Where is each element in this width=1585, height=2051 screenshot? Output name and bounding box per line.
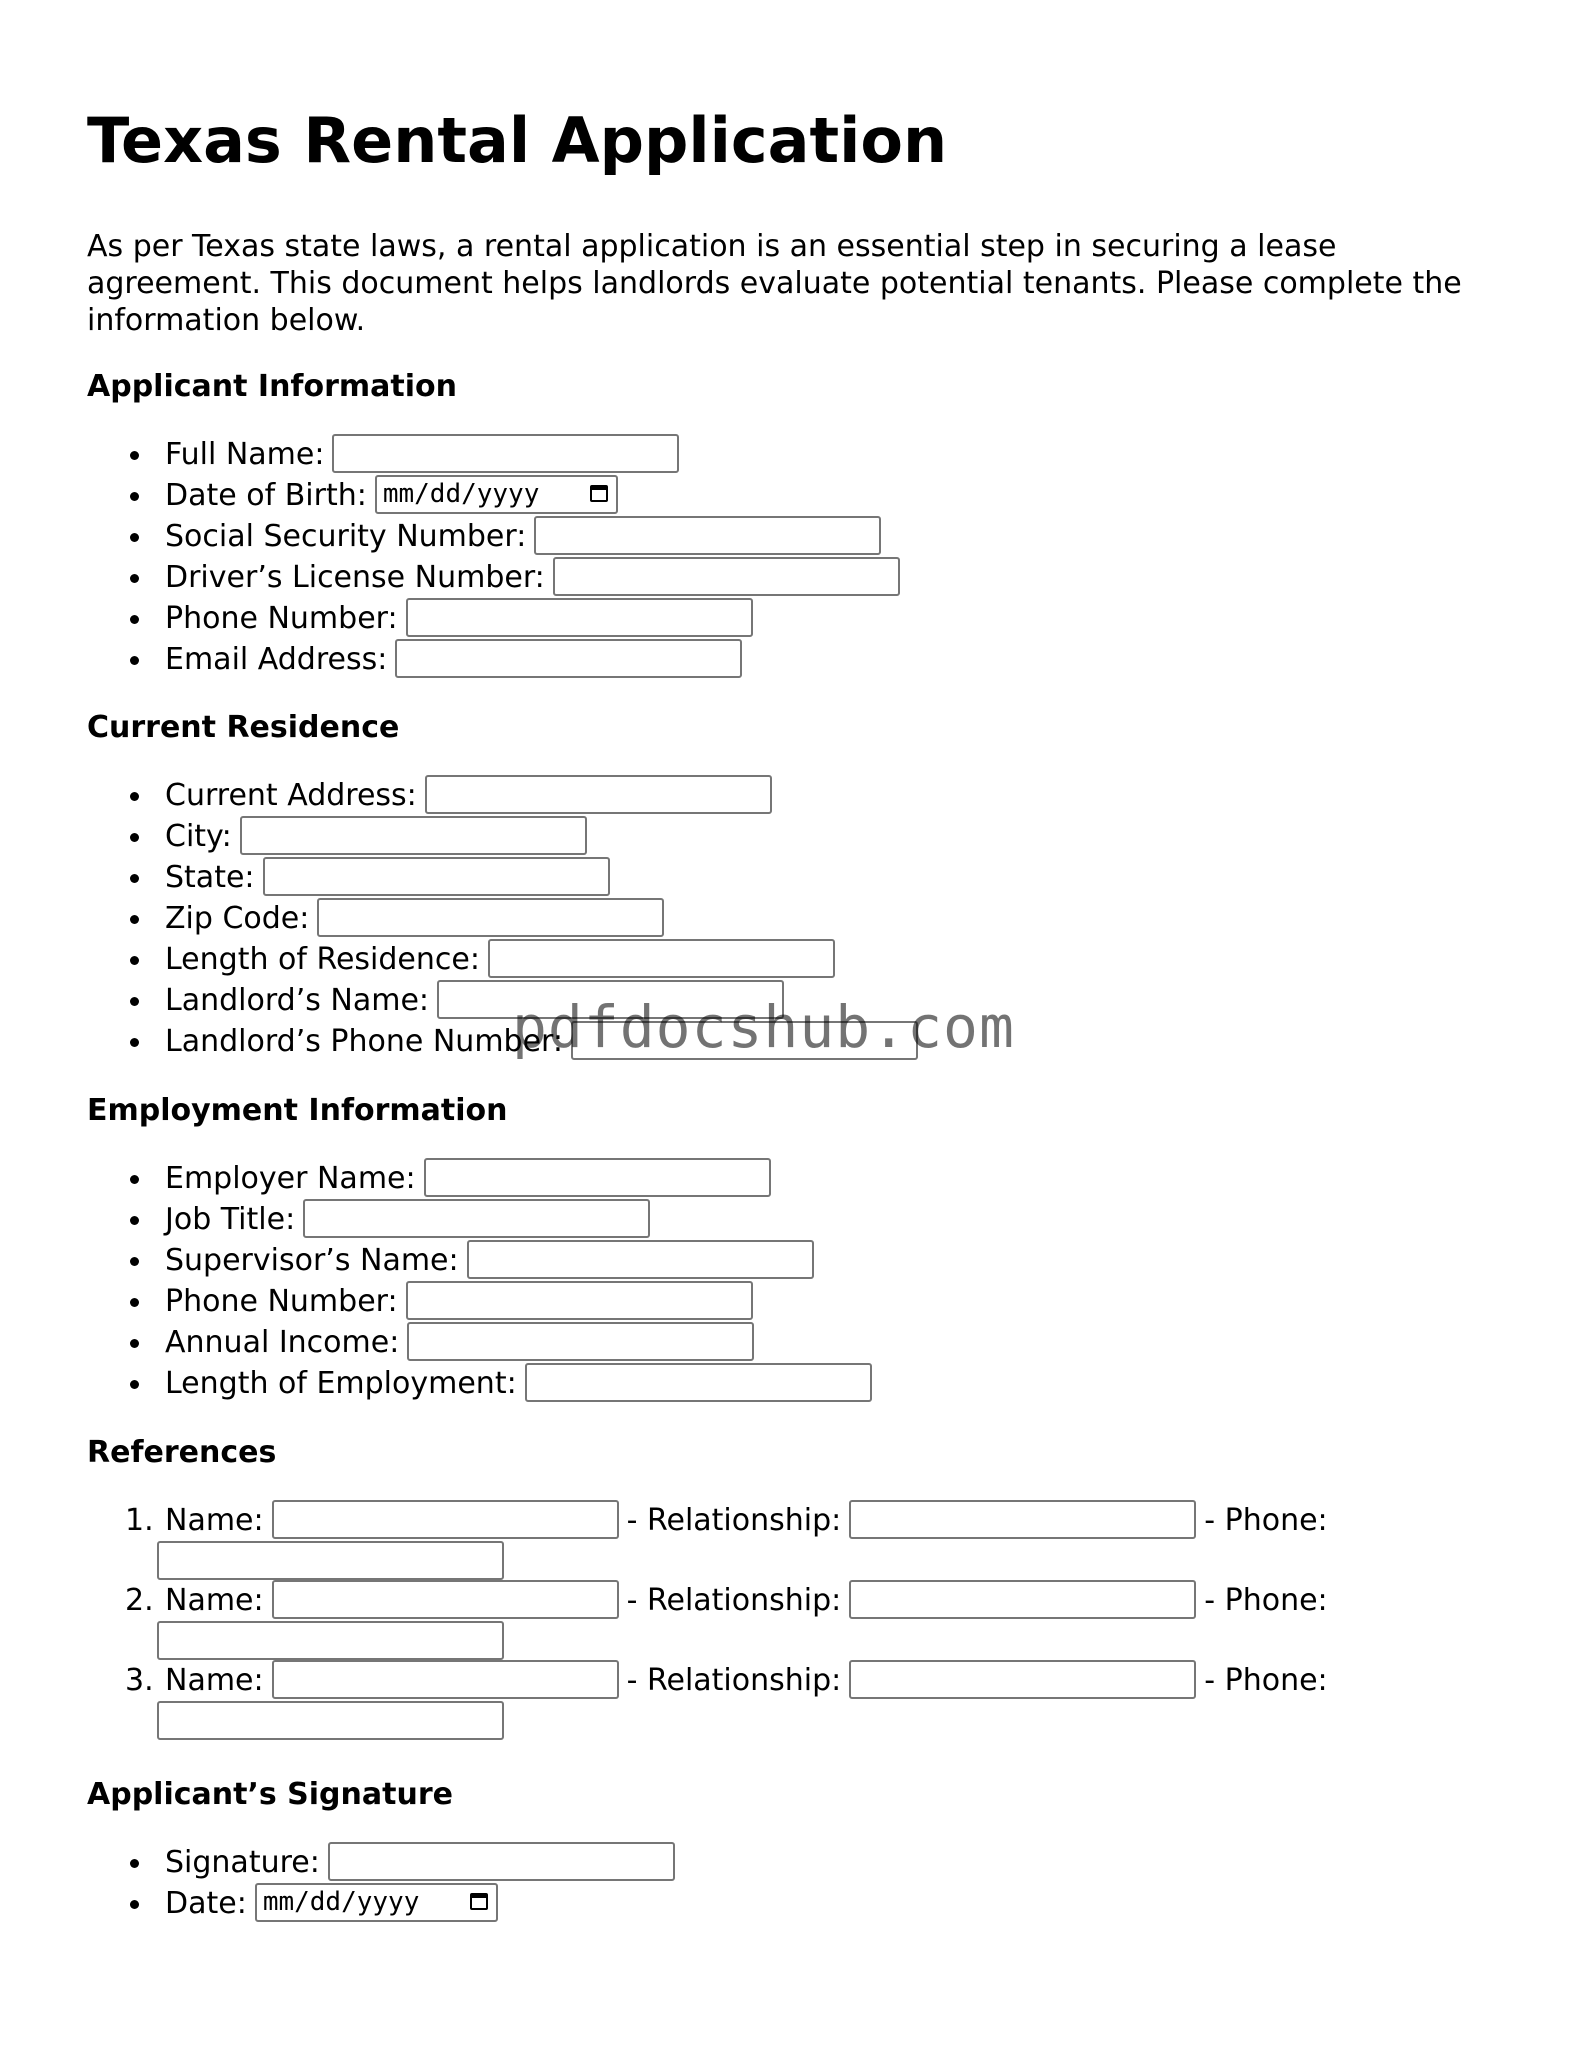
reference-name-label: Name:: [165, 1663, 264, 1698]
list-item: [87, 434, 900, 475]
list-item: [87, 980, 918, 1021]
reference-phone-input[interactable]: [157, 1541, 504, 1580]
employer-input[interactable]: [424, 1158, 771, 1197]
income-label: Annual Income:: [165, 1325, 400, 1360]
reference-name-input[interactable]: [272, 1660, 619, 1699]
reference-relationship-input[interactable]: [849, 1580, 1196, 1619]
employment-heading: Employment Information: [87, 1093, 508, 1128]
residence-heading: Current Residence: [87, 710, 400, 745]
reference-phone-label: - Phone:: [1204, 1583, 1328, 1618]
list-item: [87, 857, 918, 898]
reference-name-input[interactable]: [272, 1580, 619, 1619]
page-title: Texas Rental Application: [87, 104, 948, 177]
list-item: [87, 1842, 675, 1883]
employment-length-label: Length of Employment:: [165, 1366, 517, 1401]
zip-input[interactable]: [317, 898, 664, 937]
list-item: [87, 816, 918, 857]
watermark: pdfdocshub.com: [512, 993, 1015, 1061]
supervisor-label: Supervisor’s Name:: [165, 1243, 459, 1278]
landlord-name-label: Landlord’s Name:: [165, 983, 430, 1018]
list-item: [87, 1158, 872, 1199]
date-placeholder: mm/dd/yyyy: [262, 1886, 420, 1917]
address-label: Current Address:: [165, 778, 417, 813]
ssn-input[interactable]: [534, 516, 881, 555]
reference-relationship-input[interactable]: [849, 1660, 1196, 1699]
reference-name-label: Name:: [165, 1503, 264, 1538]
signature-input[interactable]: [328, 1842, 675, 1881]
list-item: [87, 516, 900, 557]
reference-name-input[interactable]: [272, 1500, 619, 1539]
reference-number: 1.: [125, 1503, 154, 1538]
employer-phone-label: Phone Number:: [165, 1284, 398, 1319]
landlord-phone-input[interactable]: [571, 1021, 918, 1060]
list-item: [87, 1281, 872, 1322]
signature-heading: Applicant’s Signature: [87, 1777, 453, 1812]
landlord-name-input[interactable]: [437, 980, 784, 1019]
employer-label: Employer Name:: [165, 1161, 416, 1196]
list-item: [87, 1240, 872, 1281]
employment-length-input[interactable]: [525, 1363, 872, 1402]
dob-date-input[interactable]: [375, 475, 618, 514]
license-label: Driver’s License Number:: [165, 560, 545, 595]
reference-relationship-input[interactable]: [849, 1500, 1196, 1539]
email-label: Email Address:: [165, 642, 388, 677]
income-input[interactable]: [407, 1322, 754, 1361]
reference-number: 3.: [125, 1663, 154, 1698]
reference-phone-input[interactable]: [157, 1621, 504, 1660]
address-input[interactable]: [425, 775, 772, 814]
reference-phone-input[interactable]: [157, 1701, 504, 1740]
phone-input[interactable]: [406, 598, 753, 637]
full-name-label: Full Name:: [165, 437, 325, 472]
zip-label: Zip Code:: [165, 901, 310, 936]
reference-relationship-label: - Relationship:: [626, 1503, 842, 1538]
reference-name-label: Name:: [165, 1583, 264, 1618]
full-name-input[interactable]: [332, 434, 679, 473]
job-title-input[interactable]: [303, 1199, 650, 1238]
landlord-phone-label: Landlord’s Phone Number:: [165, 1024, 563, 1059]
list-item: [87, 557, 900, 598]
list-item: [87, 598, 900, 639]
ssn-label: Social Security Number:: [165, 519, 527, 554]
reference-item: [87, 1500, 1347, 1580]
employment-list: [87, 1158, 872, 1404]
employer-phone-input[interactable]: [406, 1281, 753, 1320]
residence-list: [87, 775, 918, 1062]
intro-text: As per Texas state laws, a rental application is an essential step in securing a lease agreement. This document helps landlords evaluate potential tenants. Please complete the information below.: [87, 229, 1462, 338]
supervisor-input[interactable]: [467, 1240, 814, 1279]
state-input[interactable]: [263, 857, 610, 896]
reference-relationship-label: - Relationship:: [626, 1583, 842, 1618]
list-item: [87, 1883, 675, 1924]
signature-list: [87, 1842, 675, 1924]
email-input[interactable]: [395, 639, 742, 678]
applicant-list: [87, 434, 900, 680]
phone-label: Phone Number:: [165, 601, 398, 636]
references-heading: References: [87, 1435, 277, 1470]
list-item: [87, 1021, 918, 1062]
applicant-heading: Applicant Information: [87, 369, 457, 404]
list-item: [87, 775, 918, 816]
dob-label: Date of Birth:: [165, 478, 367, 513]
reference-number: 2.: [125, 1583, 154, 1618]
references-list: [87, 1500, 1347, 1740]
signature-date-input[interactable]: [255, 1883, 498, 1922]
list-item: [87, 939, 918, 980]
city-label: City:: [165, 819, 232, 854]
reference-item: [87, 1660, 1347, 1740]
state-label: State:: [165, 860, 255, 895]
city-input[interactable]: [240, 816, 587, 855]
list-item: [87, 898, 918, 939]
license-input[interactable]: [553, 557, 900, 596]
list-item: [87, 1199, 872, 1240]
calendar-icon[interactable]: [590, 485, 608, 502]
reference-relationship-label: - Relationship:: [626, 1663, 842, 1698]
list-item: [87, 1322, 872, 1363]
reference-item: [87, 1580, 1347, 1660]
residence-length-label: Length of Residence:: [165, 942, 480, 977]
list-item: [87, 475, 900, 516]
reference-phone-label: - Phone:: [1204, 1663, 1328, 1698]
list-item: [87, 1363, 872, 1404]
date-placeholder: mm/dd/yyyy: [382, 478, 540, 509]
residence-length-input[interactable]: [488, 939, 835, 978]
signature-date-label: Date:: [165, 1886, 247, 1921]
signature-label: Signature:: [165, 1845, 320, 1880]
reference-phone-label: - Phone:: [1204, 1503, 1328, 1538]
job-title-label: Job Title:: [165, 1202, 296, 1237]
calendar-icon[interactable]: [470, 1893, 488, 1910]
list-item: [87, 639, 900, 680]
